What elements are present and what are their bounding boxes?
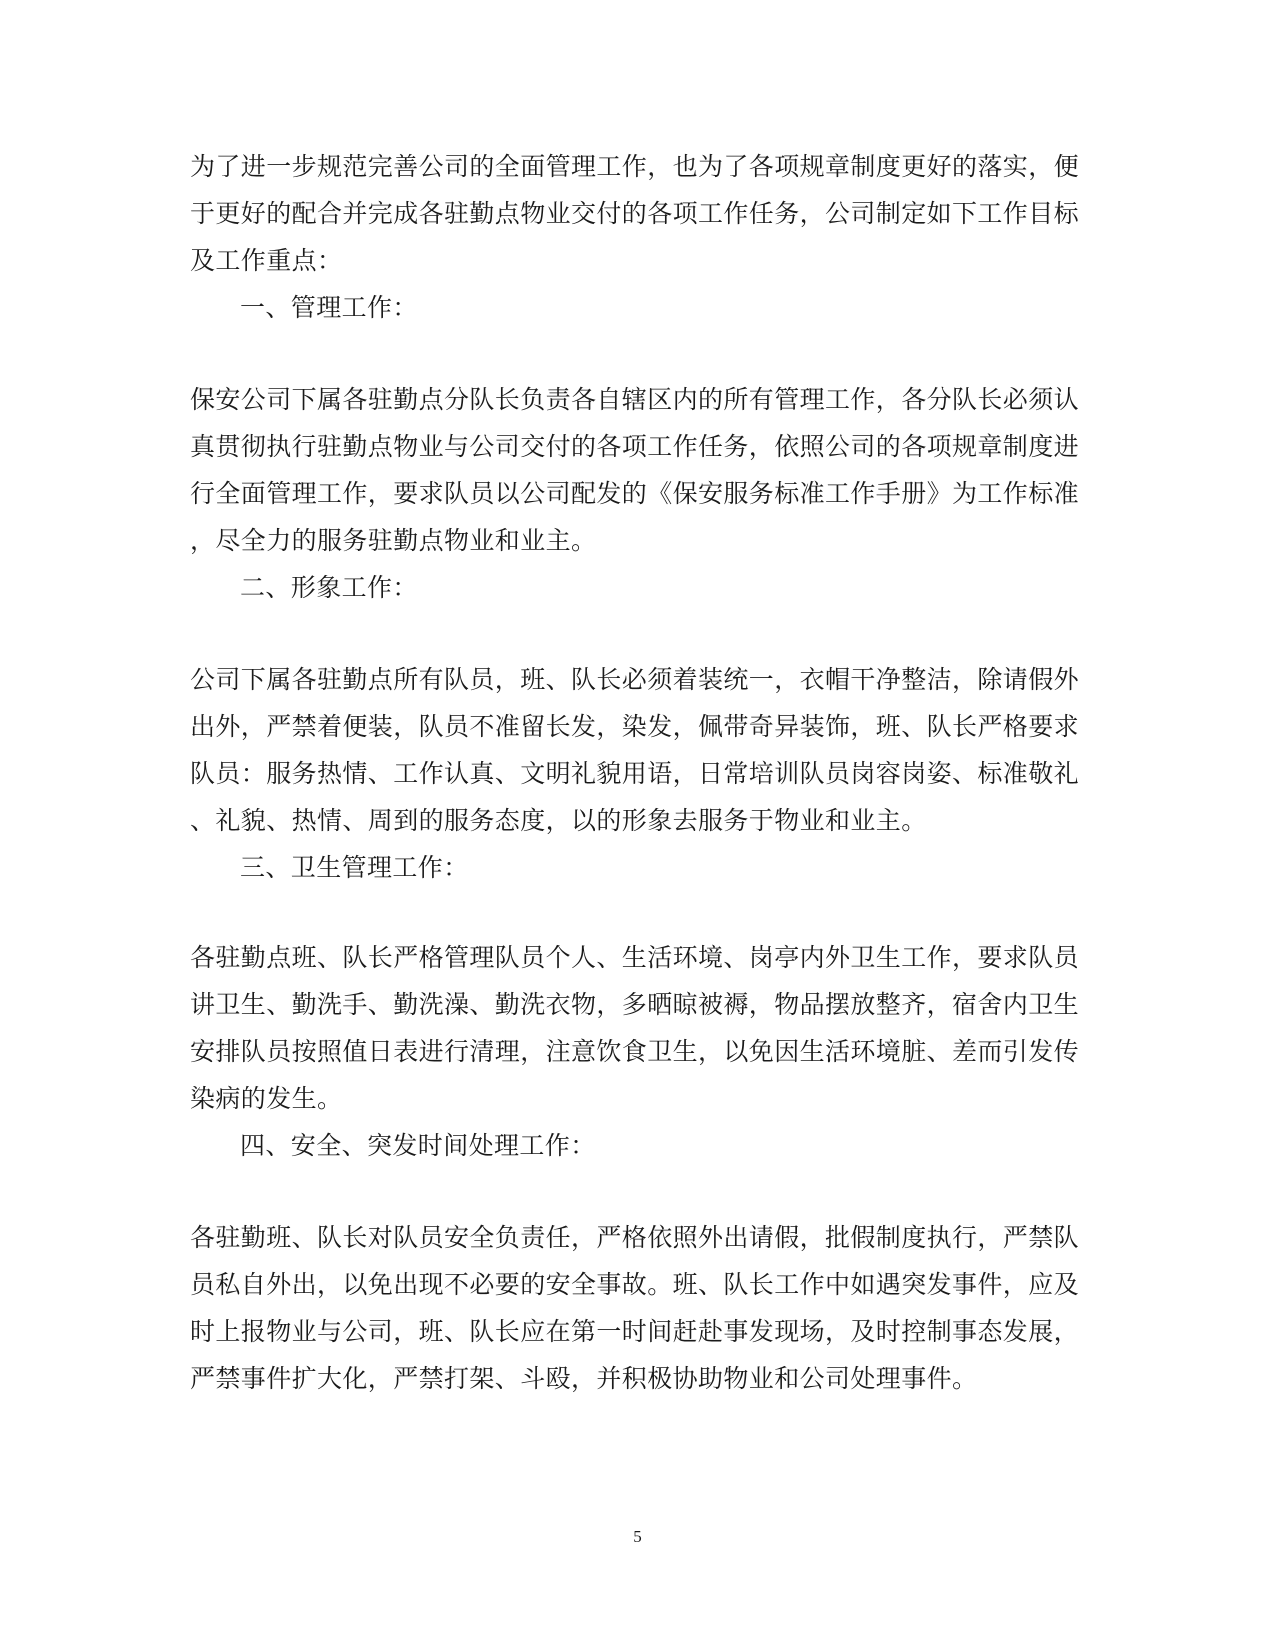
intro-line-2: 于更好的配合并完成各驻勤点物业交付的各项工作任务，公司制定如下工作目标 [190,199,1080,228]
section-4-line-1: 各驻勤班、队长对队员安全负责任，严格依照外出请假，批假制度执行，严禁队 [190,1223,1080,1252]
section-3-line-3: 安排队员按照值日表进行清理，注意饮食卫生，以免因生活环境脏、差而引发传 [190,1037,1080,1066]
section-2-line-4: 、礼貌、热情、周到的服务态度，以的形象去服务于物业和业主。 [190,806,927,835]
section-1-line-1: 保安公司下属各驻勤点分队长负责各自辖区内的所有管理工作，各分队长必须认 [190,385,1080,414]
section-heading-management: 一、管理工作： [240,293,418,322]
section-4-line-4: 严禁事件扩大化，严禁打架、斗殴，并积极协助物业和公司处理事件。 [190,1364,978,1393]
section-1-line-3: 行全面管理工作，要求队员以公司配发的《保安服务标准工作手册》为工作标准 [190,479,1080,508]
section-heading-image: 二、形象工作： [240,573,418,602]
section-1-line-2: 真贯彻执行驻勤点物业与公司交付的各项工作任务，依照公司的各项规章制度进 [190,432,1080,461]
section-3-line-1: 各驻勤点班、队长严格管理队员个人、生活环境、岗亭内外卫生工作，要求队员 [190,943,1080,972]
section-1-line-4: ，尽全力的服务驻勤点物业和业主。 [190,526,597,555]
section-3-line-4: 染病的发生。 [190,1084,343,1113]
section-heading-hygiene: 三、卫生管理工作： [240,853,469,882]
section-2-line-1: 公司下属各驻勤点所有队员，班、队长必须着装统一，衣帽干净整洁，除请假外 [190,665,1080,694]
intro-line-1: 为了进一步规范完善公司的全面管理工作，也为了各项规章制度更好的落实，便 [190,152,1080,181]
page-number: 5 [633,1527,642,1546]
section-3-line-2: 讲卫生、勤洗手、勤洗澡、勤洗衣物，多晒晾被褥，物品摆放整齐，宿舍内卫生 [190,990,1080,1019]
section-4-line-3: 时上报物业与公司，班、队长应在第一时间赶赴事发现场，及时控制事态发展， [190,1317,1080,1346]
section-heading-safety: 四、安全、突发时间处理工作： [240,1131,596,1160]
section-4-line-2: 员私自外出，以免出现不必要的安全事故。班、队长工作中如遇突发事件，应及 [190,1270,1080,1299]
intro-line-3: 及工作重点： [190,246,343,275]
section-2-line-3: 队员：服务热情、工作认真、文明礼貌用语，日常培训队员岗容岗姿、标准敬礼 [190,759,1080,788]
section-2-line-2: 出外，严禁着便装，队员不准留长发，染发，佩带奇异装饰，班、队长严格要求 [190,712,1080,741]
